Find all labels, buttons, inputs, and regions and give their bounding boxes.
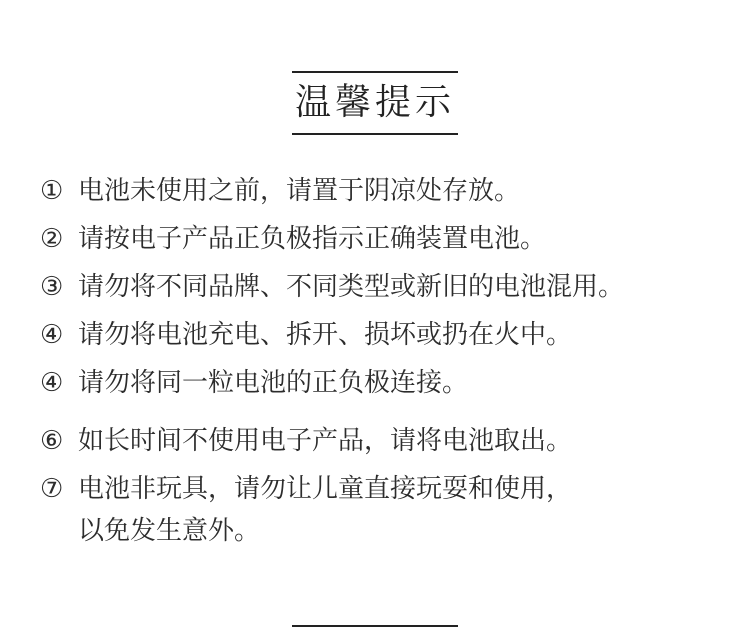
- tip-number: ②: [40, 224, 64, 254]
- tip-text: 请勿将不同品牌、不同类型或新旧的电池混用。: [78, 272, 625, 302]
- tip-number: ①: [40, 176, 64, 206]
- tip-number: ④: [40, 368, 64, 398]
- heading-top-rule: [292, 71, 458, 73]
- tip-item-5: [40, 362, 730, 404]
- tip-item-7: [40, 468, 730, 552]
- tip-text-continuation: 以免发生意外。: [78, 516, 261, 546]
- tip-item-4: [40, 314, 730, 356]
- tip-text: 请勿将电池充电、拆开、损坏或扔在火中。: [78, 320, 573, 350]
- tip-text: 如长时间不使用电子产品，请将电池取出。: [78, 426, 573, 456]
- tip-item-1: [40, 170, 730, 212]
- tip-text: 请勿将同一粒电池的正负极连接。: [78, 368, 469, 398]
- tip-item-6: [40, 420, 730, 462]
- tip-text: 电池未使用之前，请置于阴凉处存放。: [78, 176, 521, 206]
- tip-text: 电池非玩具，请勿让儿童直接玩耍和使用，: [78, 474, 573, 504]
- heading-block: [292, 71, 458, 135]
- tip-number: ⑦: [40, 474, 64, 504]
- tip-number: ④: [40, 320, 64, 350]
- footer-rule: [292, 625, 458, 627]
- tip-number: ⑥: [40, 426, 64, 456]
- tip-item-3: [40, 266, 730, 308]
- tip-item-2: [40, 218, 730, 260]
- tip-number: ③: [40, 272, 64, 302]
- tip-text: 请按电子产品正负极指示正确装置电池。: [78, 224, 547, 254]
- page-title: 温馨提示: [294, 82, 455, 123]
- heading-bottom-rule: [292, 133, 458, 135]
